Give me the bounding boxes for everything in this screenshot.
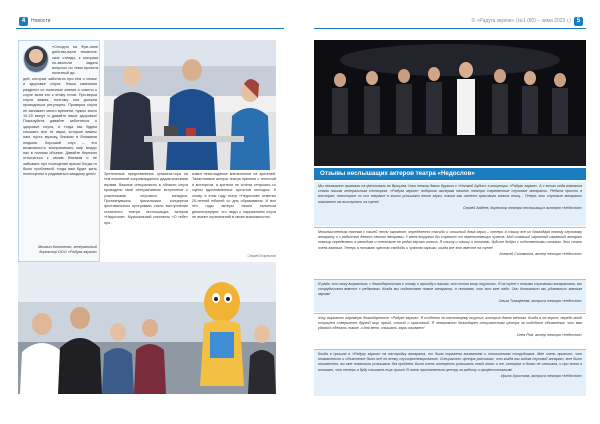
testimonial-author: Олег Ром, актер театра «Недослов» — [516, 332, 582, 337]
testimonial-author: Сергей Авдеев, директор театра неслышащих актеров «Недослов» — [462, 205, 582, 210]
right-header-text: © «Радуга звуков» (№1 (80) – зима 2023 г.) — [471, 18, 571, 24]
left-running-header — [16, 14, 284, 28]
article-text-column-1: Зрительные представления организа-тора на тем поколений сопровождались дидактическими играми. Важные специалисты в области слуха проводили своё интерактивное вступление с участниками слухового конкурса. Проникнувшись финальным концертом фестивального программы стало выступление статичного театра неслышащих актеров «Недослов». Музыкальный спектакль «О тебе» про- — [104, 172, 188, 225]
quote-signature: Михаил Кононенко, генеральный директор ООО «Радуга звуков» — [38, 245, 97, 254]
testimonial-text: Мы несказанно приехали на фестиваль во Вроцлав. Наш театр давно дружит с «Ноткой Аудио» в концепции «Радуги звуков». А с этого года компания стала нашим генеральным спонсором. «Радуга звуков» подарила актерам нашего театра современные слуховые аппараты. Ребята просто в восторге, некоторые из них впервые в жизни услышали некие звуки, такие как шелест красивого голоса птиц... Теперь эти слуховые аппараты помогают им выступать на сцене! — [318, 184, 582, 204]
testimonial-author: Алексей Соломонов, актер театра «Недослов» — [499, 251, 582, 256]
director-quote-box — [18, 40, 100, 262]
photo-exhibition-stand — [104, 40, 276, 170]
testimonial-text: Многочисленным тоннам с нашей песни огромное, определенно спасибо и слышный дома звуки – теперь я слышу все их благодаря новому слуховому аппарату и с радостью делюсь своими эмоциями. У меня вскружил бы страшно от переполняющих чувств. Мой ставший огромный игравший аппарат помощь определять в мелодиях и спектакле не редко звучат голоса. Я слышу и слышу и понимаю, будьте добры с собственными словами. Это стало очень важным. Теперь я понимаю чувство свободы и чувство музыки, когда все это вместе на сцене! — [318, 230, 582, 250]
director-portrait — [23, 45, 49, 73]
photo-festival-crowd — [18, 262, 276, 394]
testimonial-author: Ольга Тимофеева, актриса театра «Недослов» — [498, 298, 582, 303]
testimonial-item — [314, 228, 586, 278]
left-section-label: Новости — [31, 18, 51, 24]
article-title: Отзывы неслышащих актеров театра «Недослов» — [320, 170, 475, 177]
testimonial-text: Я рада, что могу вырваться, с благодарностью к этому и приходу к вашим, что точно могу ощутить. Я на сцене с новыми слуховыми аппаратами, мы сотрудничаем вместе с ребятами. Когда мы подключаем новые аппараты, я понимаю, что это мне надо. Они доначально мы удивлялись важным звукам! — [318, 282, 582, 297]
testimonial-author: Ирина Христова, актриса театра «Недослов» — [500, 373, 582, 378]
testimonial-item — [314, 182, 586, 226]
right-running-header — [314, 14, 586, 28]
article-text-column-2: извел неизгладимое впечатление на зрителей. Талантливые актеры театра приняли с теплотой и восторгом, а зрители не хотели отпускать со сцены вдохновленных артистов молодых. К слову, в этом году театр «Недослов» отметил 20-летний юбилей со дня образования. И все эти годы актеры своим талантом демонстрируют, что люди с нарушением слуха не имеют ограничений в своих возможностях. — [192, 172, 276, 220]
testimonial-item — [314, 280, 586, 312]
left-header-rule — [16, 28, 284, 29]
article-title-bar — [314, 168, 586, 180]
testimonials-section — [314, 182, 586, 396]
left-page-number: 4 — [19, 17, 28, 26]
testimonial-text: Хочу выразить огромную благодарность «Радуге звуков». Я особенно по-настоящему ощутил, которые давно мечтал. Когда я на корте, передо мной открылся совершенно другой мир, яркий, сочный и красочный. Я невероятно благодарен специалистам центра за подобные объявления, что вам удалось сделать такое, и для меня, слышать звуки оживает! — [318, 316, 582, 331]
photo-theatre-stage — [314, 40, 586, 166]
testimonial-item — [314, 314, 586, 348]
quote-text-start: «Сегодня на Фри-лине действо-вали тематиче-ские стенды, к которым по-зволили задать вопросы по тема проекта полезный ди- — [52, 45, 98, 76]
testimonial-item — [314, 350, 586, 396]
quote-text-rest: дей, которые заботятся про-тем о семье и здоровье слуха. Наша кампания разделит се полезные знания и советы о слухе всем кто к этому готов. Про-верка слуха важна, поэтому она должна проводиться регулярно. Проверка слуха не занимает много времени, нужно всего 10-15 минут и давайте ваше здоровье! Пожалуйста давайте заботиться о здоровье слуха, и тогда мы будем слышать все те звуки, которые важны нам, пусть музыку, близких и близкими людьми. Хороший слух – это возможность воспринимать мир вокруг нас в полном объеме. Давайте бережно относиться к своим близким и не забывать про посещение врача! Когда-то было проблемой, тогда вам будет жить полноценно и радоваться каждому дню!» — [23, 77, 97, 177]
testimonial-text: Когда я пришла в «Радугу звуков» на настройку аппарата, то была поражена вниманием и отношением сотрудников. Мне очень приятно, что внимательно и объяснение было всё по всему слухопротезированию. Специалист центра рассказал, что когда мы видим слуховой аппарат, мне было неизвестно, вы мне позволили услышать без проблем. Было очень интересно услышать твой голос и те, которые я долго не слышала, и при этом я понимаю, что теперь я буду слышать еще лучше! Я очень признательна центру за работу и профессионализм! — [318, 352, 582, 372]
right-header-rule — [314, 28, 586, 29]
right-page-number: 5 — [574, 17, 583, 26]
photo-credit: Сергей Корнилов — [247, 254, 276, 258]
